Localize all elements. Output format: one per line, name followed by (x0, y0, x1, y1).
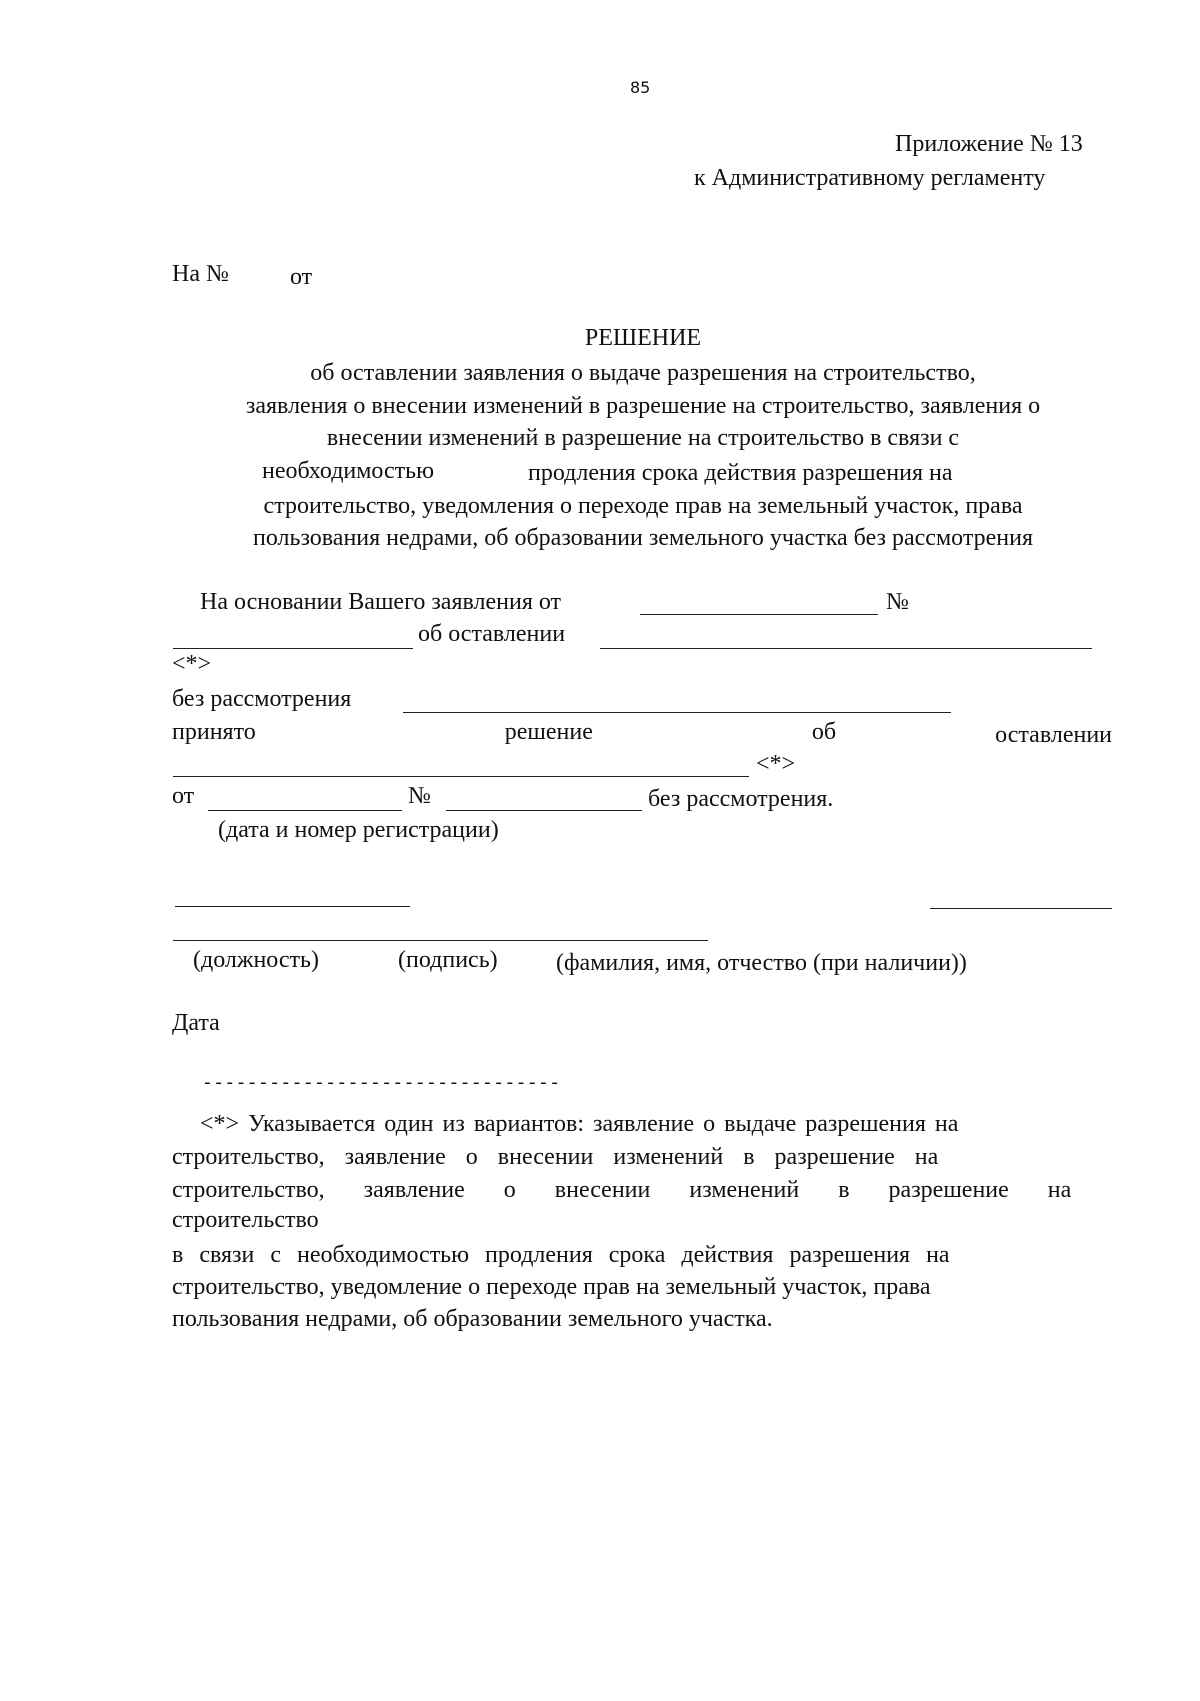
subtitle-line-5: строительство, уведомления о переходе прав на земельный участок, права (263, 493, 1023, 519)
application-type-blank (600, 648, 1092, 649)
footnote-line-3: строительство, заявление о внесении изменений в разрешение на (172, 1177, 1072, 1203)
body-without-review: без рассмотрения (172, 686, 352, 712)
registration-caption: (дата и номер регистрации) (218, 817, 499, 843)
name-caption: (фамилия, имя, отчество (при наличии)) (556, 950, 967, 976)
body-footnote-mark-1: <*> (172, 651, 212, 677)
footnote-separator: -------------------------------- (202, 1074, 561, 1094)
document-title: РЕШЕНИЕ (584, 325, 702, 351)
subtitle-line-1: об оставлении заявления о выдаче разрешения на строительство, (310, 360, 976, 386)
footnote-line-7: пользования недрами, об образовании земельного участка. (172, 1306, 773, 1332)
footnote-line-2: строительство, заявление о внесении изменений в разрешение на (172, 1144, 939, 1170)
footnote-line-1: <*> Указывается один из вариантов: заявление о выдаче разрешения на (200, 1111, 959, 1137)
appendix-line-1: Приложение № 13 (895, 131, 1083, 157)
ref-na-no: На № (172, 261, 229, 287)
body-footnote-mark-2: <*> (756, 751, 796, 777)
body-number-sign-2: № (408, 783, 431, 809)
date-label: Дата (172, 1010, 220, 1036)
subtitle-line-4-a: необходимостью (262, 458, 435, 484)
subtitle-line-3: внесении изменений в разрешение на строительство в связи с (326, 425, 960, 451)
subtitle-line-4-b: продления срока действия разрешения на (528, 460, 953, 486)
subtitle-line-2: заявления о внесении изменений в разрешение на строительство, заявления о (245, 393, 1041, 419)
registration-number-blank (446, 810, 642, 811)
body-leave-text: об оставлении (418, 621, 566, 647)
body-decision-line (172, 716, 1112, 748)
registration-date-blank (208, 810, 402, 811)
word-prinyato: принято (172, 719, 256, 745)
page-number: 85 (630, 78, 651, 97)
word-ostavlenii: оставлении (995, 722, 1112, 748)
subtitle-line-6: пользования недрами, об образовании земельного участка без рассмотрения (253, 525, 1033, 551)
word-ob: об (811, 719, 837, 745)
footnote-line-4: строительство (172, 1207, 319, 1233)
footnote-line-6: строительство, уведомление о переходе прав на земельный участок, права (172, 1274, 931, 1300)
ref-ot: от (290, 264, 313, 290)
signature-caption: (подпись) (398, 947, 498, 973)
decision-type-blank (173, 776, 749, 777)
body-without-review-end: без рассмотрения. (648, 786, 834, 812)
position-blank (175, 906, 410, 907)
position-caption: (должность) (193, 947, 319, 973)
body-basis-text: На основании Вашего заявления от (200, 589, 562, 615)
review-blank (403, 712, 951, 713)
signature-blank (173, 940, 708, 941)
word-reshenie: решение (504, 719, 593, 745)
body-ot: от (172, 783, 195, 809)
name-blank-right (930, 908, 1112, 909)
application-date-blank (640, 614, 878, 615)
body-number-sign: № (886, 589, 909, 615)
footnote-line-5: в связи с необходимостью продления срока действия разрешения на (172, 1242, 950, 1268)
appendix-line-2: к Административному регламенту (694, 165, 1046, 191)
